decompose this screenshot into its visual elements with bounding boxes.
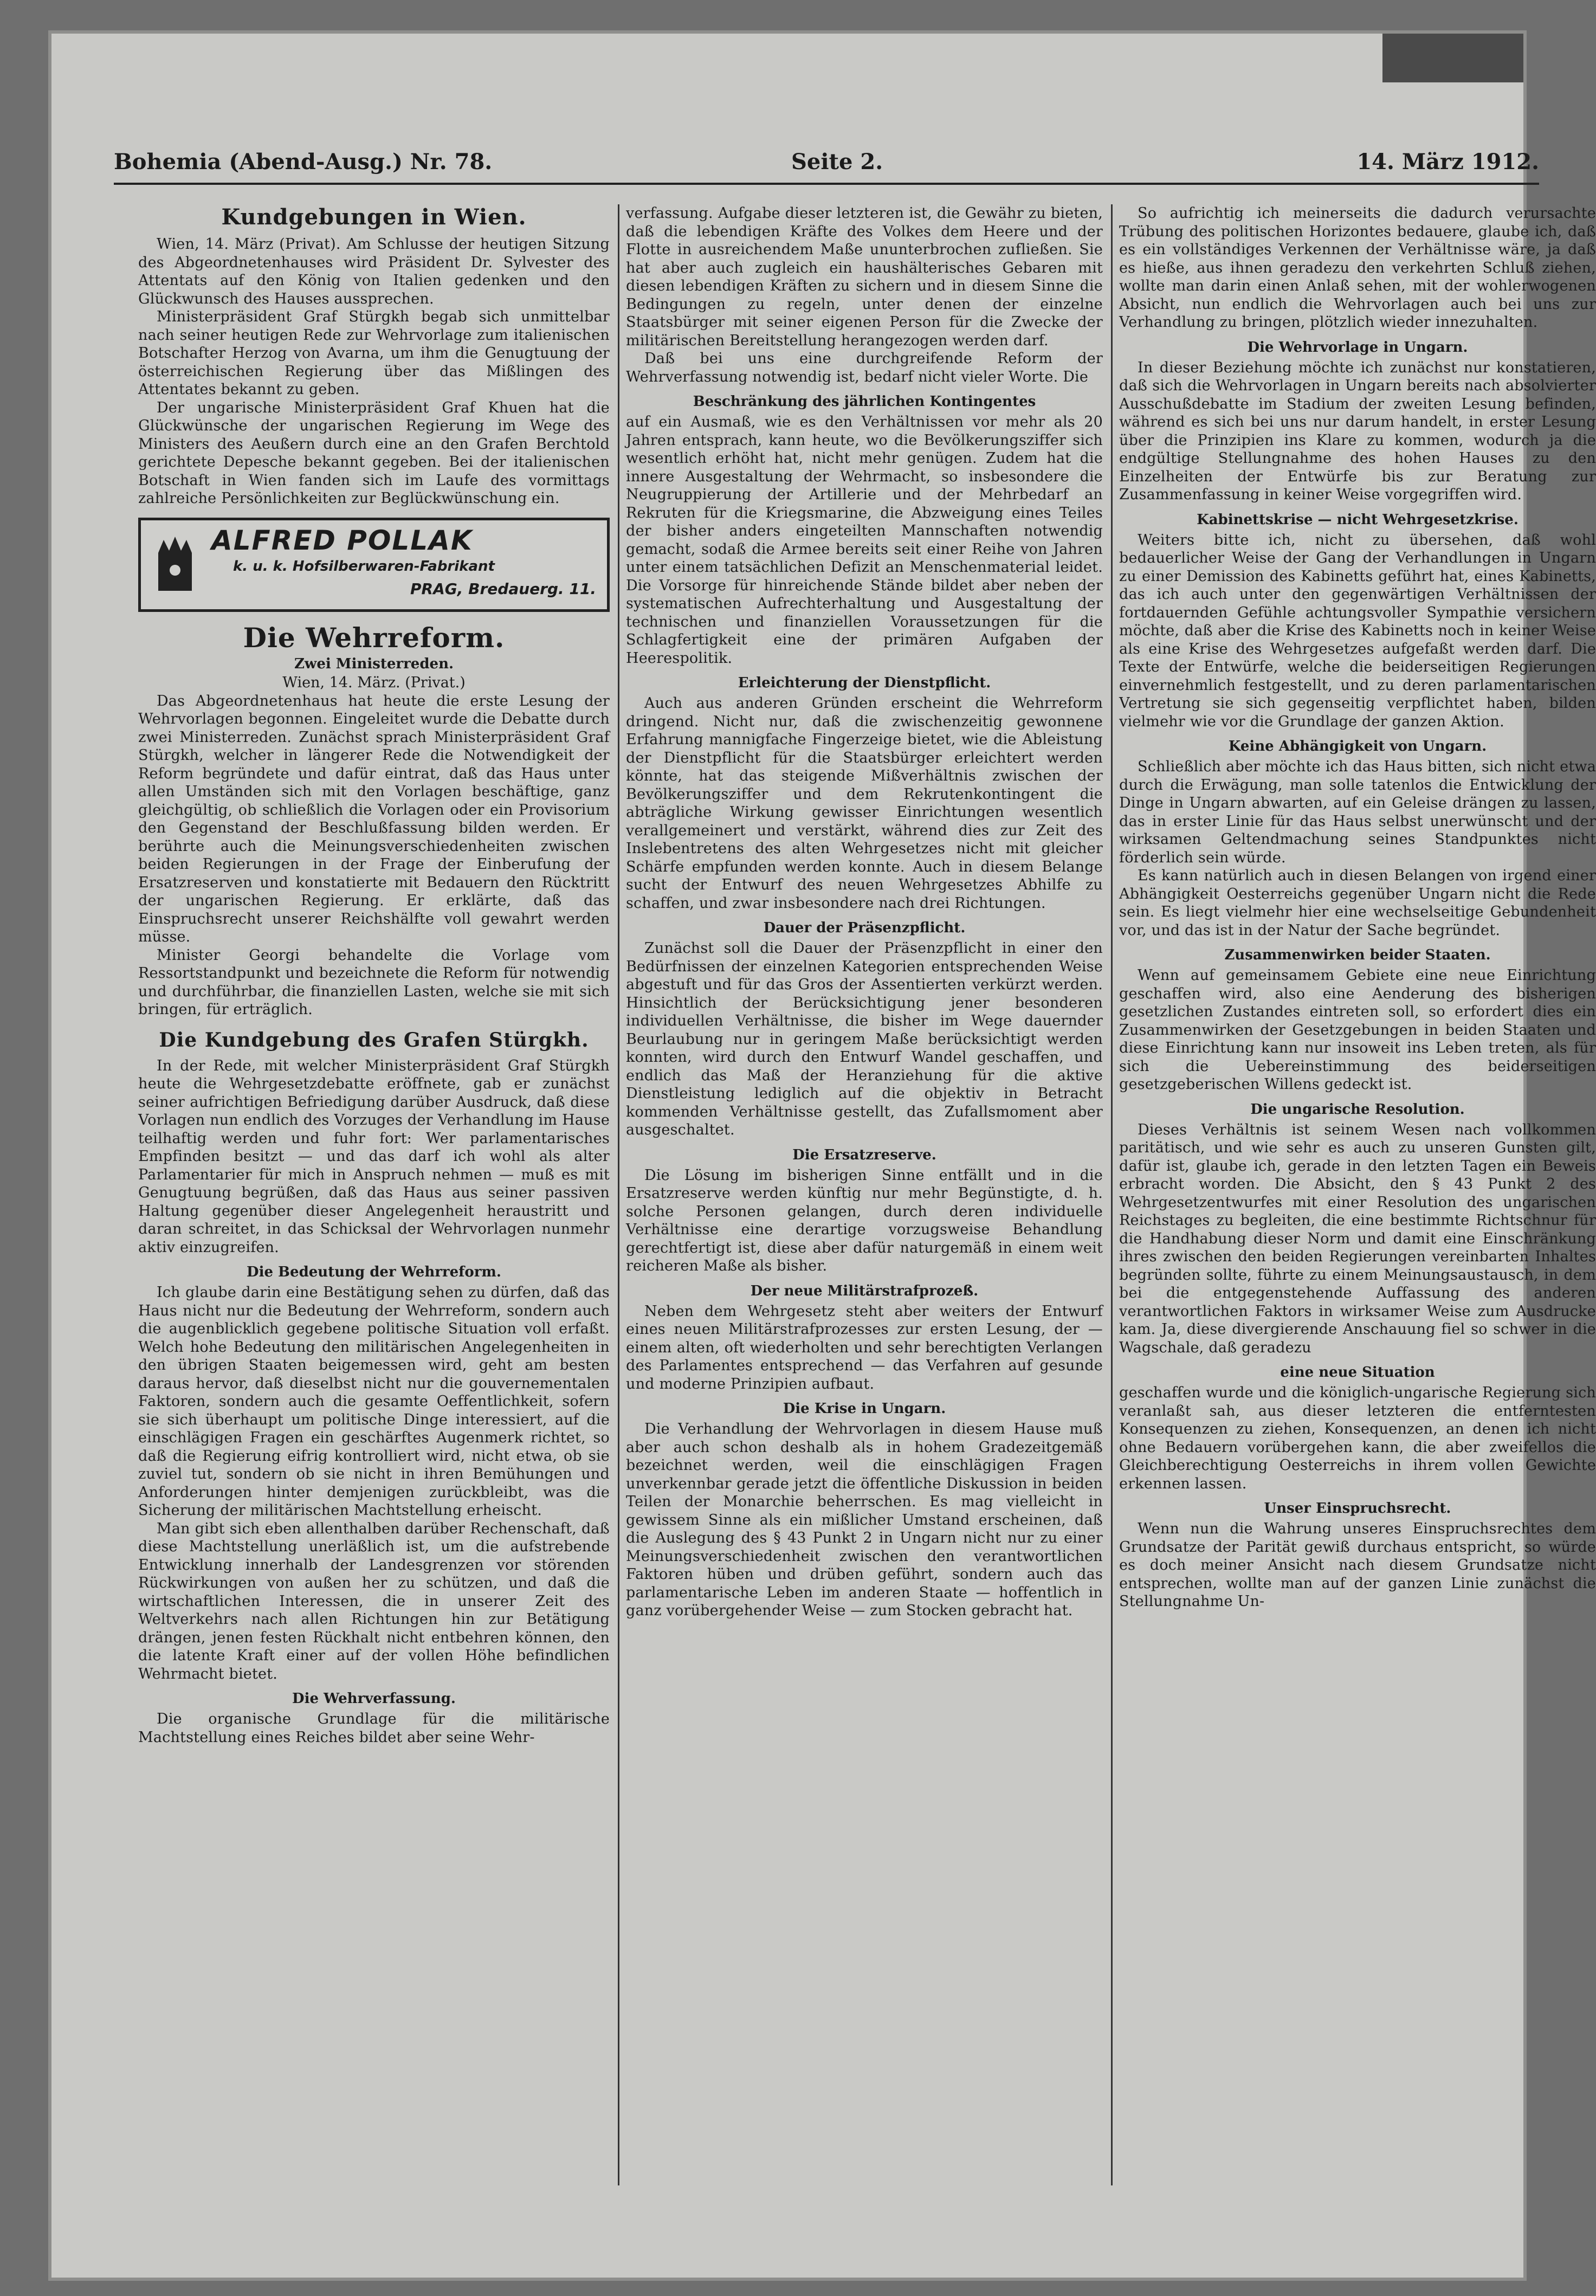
- paragraph: Die Lösung im bisherigen Sinne entfällt und in die Ersatzreserve werden künftig nur mehr Begünstigte, d. h. solche Personen gelangen, durch deren individuelle Verhältnisse eine derartige vorzugsweise Behandlung gerechtfertigt ist, diese aber dafür naturgemäß in einem weit reicheren Maße als bisher.: [626, 1166, 1103, 1274]
- page-header: [114, 145, 1539, 185]
- paragraph: auf ein Ausmaß, wie es den Verhältnissen vor mehr als 20 Jahren entsprach, kann heute, wo die Bevölkerungsziffer sich wesentlich erhöht hat, nicht mehr genügen. Zudem hat die innere Ausgestaltung der Wehrmacht, so insbesondere die Neugruppierung der Artillerie und der Mehrbedarf an Rekruten für die Kriegsmarine, die Abzweigung eines Teiles der bisher anders eingeteilten Mannschaften notwendig gemacht, sodaß die Armee bereits seit einer Reihe von Jahren unter einem tatsächlichen Defizit an Menschenmaterial leidet. Die Vorsorge für hinreichende Stände bildet aber neben der systematischen Aufrechterhaltung und Ausgestaltung der technischen und finanziellen Voraussetzungen für die Schlagfertigkeit eine der primären Aufgaben der Heerespolitik.: [626, 414, 1103, 667]
- paragraph: Auch aus anderen Gründen erscheint die Wehrreform dringend. Nicht nur, daß die zwischenzeitig gewonnene Erfahrung mannigfache Fingerzeige bietet, wie die Ableistung der Dienstpflicht für die Staatsbürger erleichtert werden könnte, hat das steigende Mißverhältnis zwischen der Bevölkerungsziffer und dem Rekrutenkontingent die abträgliche Wirkung gewisser Einrichtungen wesentlich verallgemeinert und verstärkt, während dies zur Zeit des Inslebentretens des alten Wehrgesetzes nicht mit gleicher Schärfe empfunden werden konnte. Auch in diesem Belange sucht der Entwurf des neuen Wehrgesetzes Abhilfe zu schaffen, und zwar insbesondere nach drei Richtungen.: [626, 695, 1103, 912]
- paragraph: Weiters bitte ich, nicht zu übersehen, daß wohl bedauerlicher Weise der Gang der Verhandlungen in Ungarn zu einer Demission des Kabinetts geführt hat, eines Kabinetts, das ich auch unter den gegenwärtigen Verhältnissen der fortdauernden Gefühle achtungsvoller Sympathie versichern möchte, daß aber die Krise des Kabinetts noch in keiner Weise als eine Krise des Wehrgesetzes aufgefaßt werden darf. Die Texte der Entwürfe, welche die beiderseitigen Regierungen einvernehmlich festgestellt, und zu deren parlamentarischen Vertretung sie sich gegenseitig verpflichtet haben, bilden vielmehr wie vor die Grundlage der ganzen Aktion.: [1119, 531, 1596, 730]
- section-heading: Der neue Militärstrafprozeß.: [750, 1282, 979, 1299]
- header-page-number: Seite 2.: [791, 149, 883, 175]
- paragraph: Schließlich aber möchte ich das Haus bitten, sich nicht etwa durch die Erwägung, man solle tatenlos die Entwicklung der Dinge in Ungarn abwarten, auf ein Geleise drängen zu lassen, das in erster Linie für das Haus selbst unerwünscht und der wirksamen Geltendmachung seines Standpunktes nicht förderlich sein würde.: [1119, 758, 1596, 866]
- paragraph: Man gibt sich eben allenthalben darüber Rechenschaft, daß diese Machtstellung unerläßlich ist, um die aufstrebende Entwicklung innerhalb der Landesgrenzen vor störenden Rückwirkungen von außen her zu schützen, und daß die wirtschaftlichen Interessen, die in unserer Zeit des Weltverkehrs nach allen Richtungen hin zur Betätigung drängen, jenen festen Rückhalt nicht entbehren können, den die latente Kraft einer auf der vollen Höhe befindlichen Wehrmacht bietet.: [138, 1520, 610, 1682]
- advertiser-address: PRAG, Bredauerg. 11.: [410, 579, 596, 598]
- advertiser-title: k. u. k. Hofsilberwaren-Fabrikant: [233, 558, 495, 575]
- column-1: [138, 204, 610, 2191]
- section-heading: Die Ersatzreserve.: [792, 1146, 936, 1163]
- paragraph: Die Verhandlung der Wehrvorlagen in diesem Hause muß aber auch schon deshalb als in hohem Gradezeitgemäß bezeichnet werden, weil die einschlägigen Fragen unverkennbar gerade jetzt die öffentliche Diskussion in beiden Teilen der Monarchie beherrschen. Es mag vielleicht in gewissem Sinne als ein mißlicher Umstand erscheinen, daß die Auslegung des § 43 Punkt 2 in Ungarn nicht nur zu einer Meinungsverschiedenheit zwischen den verantwortlichen Faktoren hüben und drüben geführt, sondern auch das parlamentarische Leben im anderen Staate — hoffentlich in ganz vorübergehender Weise — zum Stocken gebracht hat.: [626, 1421, 1103, 1619]
- section-heading: Die Wehrvorlage in Ungarn.: [1247, 339, 1468, 356]
- article-subtitle: Zwei Ministerreden.: [294, 655, 454, 672]
- scan-shadow: [1382, 34, 1523, 82]
- paragraph: Ministerpräsident Graf Stürgkh begab sich unmittelbar nach seiner heutigen Rede zur Wehrvorlage zum italienischen Botschafter Herzog von Avarna, um ihm die Genugtuung der österreichischen Regierung über das Mißlingen des Attentates bekannt zu geben.: [138, 308, 610, 398]
- paragraph: In dieser Beziehung möchte ich zunächst nur konstatieren, daß sich die Wehrvorlagen in Ungarn bereits nach absolvierter Ausschußdebatte im Stadium der zweiten Lesung befinden, während es sich bei uns nur darum handelt, in erster Lesung über die Prinzipien ins Klare zu kommen, wodurch ja die endgültige Stellungnahme des hohen Hauses zu den Einzelheiten der Entwürfe bis zur Beratung zur Zusammenfassung in keiner Weise vorgegriffen wird.: [1119, 359, 1596, 503]
- section-heading: Beschränkung des jährlichen Kontingentes: [693, 394, 1036, 410]
- advertisement-box: [138, 518, 610, 612]
- newspaper-page: [51, 34, 1596, 2278]
- section-heading: Die Bedeutung der Wehrreform.: [247, 1264, 501, 1280]
- section-heading: Erleichterung der Dienstpflicht.: [738, 675, 991, 691]
- paragraph: Das Abgeordnetenhaus hat heute die erste Lesung der Wehrvorlagen begonnen. Eingeleitet wurde die Debatte durch zwei Ministerreden. Zunächst sprach Ministerpräsident Graf Stürgkh, welcher in längerer Rede die Notwendigkeit der Reform begründete und dafür eintrat, daß das Haus unter allen Umständen sich mit den Vorlagen beschäftige, ganz gleichgültig, ob schließlich die Vorlagen oder ein Provisorium den Gegenstand der Beschlußfassung bilden werden. Er berührte auch die Meinungsverschiedenheiten zwischen beiden Regierungen in der Frage der Einberufung der Ersatzreserven und konstatierte mit Bedauern den Rücktritt der ungarischen Regierung. Er erklärte, daß das Einspruchsrecht unserer Reichshälfte voll gewahrt werden müsse.: [138, 692, 610, 945]
- section-heading: Die ungarische Resolution.: [1250, 1101, 1465, 1118]
- paragraph: Zunächst soll die Dauer der Präsenzpflicht in einer den Bedürfnissen der einzelnen Kategorien entsprechenden Weise abgestuft und für das Gros der Assentierten verkürzt werden. Hinsichtlich der Berücksichtigung jener besonderen individuellen Verhältnisse, die bisher im Wege dauernder Beurlaubung nur in geringem Maße berücksichtigt werden konnten, wird durch den Entwurf Wandel geschaffen, und endlich das Maß der Heranziehung für die aktive Dienstleistung lediglich auf die objektiv in Betracht kommenden Verhältnisse gestellt, das Zufallsmoment aber ausgeschaltet.: [626, 940, 1103, 1138]
- paragraph: Die organische Grundlage für die militärische Machtstellung eines Reiches bildet aber seine Wehr-: [138, 1711, 610, 1746]
- paragraph: Minister Georgi behandelte die Vorlage vom Ressortstandpunkt und bezeichnete die Reform für notwendig und durchführbar, die finanziellen Lasten, welche sie mit sich bringen, für erträglich.: [138, 946, 610, 1018]
- column-3: [1119, 204, 1596, 2191]
- paragraph: Wenn nun die Wahrung unseres Einspruchsrechtes dem Grundsatze der Parität gewiß durchaus entspricht, so würde es doch meiner Ansicht nach diesem Grundsatze nicht entsprechen, wollte man auf der ganzen Linie zunächst die Stellungnahme Un-: [1119, 1520, 1596, 1610]
- dateline: Wien, 14. März. (Privat.): [282, 674, 466, 691]
- section-title: Die Kundgebung des Grafen Stürgkh.: [159, 1028, 589, 1052]
- paragraph: verfassung. Aufgabe dieser letzteren ist, die Gewähr zu bieten, daß die lebendigen Kräfte des Volkes dem Heere und der Flotte in ausreichendem Maße ununterbrochen zufließen. Sie hat aber auch zugleich ein haushälterisches Gebaren mit diesen lebendigen Kräften zu sichern und in diesem Sinne die Bedingungen zu regeln, unter denen der einzelne Staatsbürger mit seiner eigenen Person für die Zwecke der militärischen Bereitstellung herangezogen werden darf.: [626, 205, 1103, 349]
- paragraph: Ich glaube darin eine Bestätigung sehen zu dürfen, daß das Haus nicht nur die Bedeutung der Wehrreform, sondern auch die augenblicklich gegebene politische Situation voll erfaßt. Welch hohe Bedeutung den militärischen Angelegenheiten in den übrigen Staaten beigemessen wird, geht am besten daraus hervor, daß dieselbst nicht nur die gouvernementalen Faktoren, sondern auch die gesamte Oeffentlichkeit, sofern sie sich überhaupt um politische Dinge interessiert, auf die einschlägigen Fragen ein geschärftes Augenmerk richtet, so daß die Regierung eifrig kontrolliert wird, nicht etwa, ob sie zuviel tut, sondern ob sie nicht in ihren Bemühungen und Anforderungen hinter demjenigen zurückbleibt, was die Sicherung der militärischen Machtstellung erheischt.: [138, 1284, 610, 1519]
- column-rule: [1111, 204, 1113, 2185]
- column-2: [626, 204, 1103, 2191]
- paragraph: Es kann natürlich auch in diesen Belangen von irgend einer Abhängigkeit Oesterreichs gegenüber Ungarn nicht die Rede sein. Es liegt vielmehr hier eine wechselseitige Gebundenheit vor, und das ist in der Natur der Sache begründet.: [1119, 867, 1596, 939]
- section-heading: Die Krise in Ungarn.: [783, 1401, 946, 1417]
- column-rule: [618, 204, 619, 2185]
- paragraph: Daß bei uns eine durchgreifende Reform der Wehrverfassung notwendig ist, bedarf nicht vieler Worte. Die: [626, 350, 1103, 385]
- paragraph: Wien, 14. März (Privat). Am Schlusse der heutigen Sitzung des Abgeordnetenhauses wird Präsident Dr. Sylvester des Attentats auf den König von Italien gedenken und den Glückwunsch des Hauses aussprechen.: [138, 236, 610, 307]
- paragraph: So aufrichtig ich meinerseits die dadurch verursachte Trübung des politischen Horizontes bedauere, glaube ich, daß es ein vollständiges Verkennen der Verhältnisse wäre, ja daß es hieße, aus ihnen geradezu den verkehrten Schluß ziehen, wollte man darin einen Anlaß sehen, mit der wohlerwogenen Absicht, nun endlich die Wehrvorlagen auch bei uns zur Verhandlung zu bringen, plötzlich wieder innezuhalten.: [1119, 205, 1596, 331]
- section-heading: Keine Abhängigkeit von Ungarn.: [1228, 738, 1487, 754]
- paragraph: In der Rede, mit welcher Ministerpräsident Graf Stürgkh heute die Wehrgesetzdebatte eröffnete, gab er zunächst seiner aufrichtigen Befriedigung darüber Ausdruck, daß diese Vorlagen nun endlich des Vorzuges der Verhandlung im Hause teilhaftig werden und fuhr fort: Wer parlamentarisches Empfinden besitzt — und das darf ich wohl als alter Parlamentarier für mich in Anspruch nehmen — muß es mit Genugtuung begrüßen, daß das Haus aus seiner passiven Haltung gegenüber dieser Angelegenheit heraustritt und daran schreitet, in das Schicksal der Wehrvorlagen nunmehr aktiv einzugreifen.: [138, 1057, 610, 1256]
- section-heading: eine neue Situation: [1280, 1364, 1435, 1381]
- section-heading: Unser Einspruchsrecht.: [1264, 1500, 1451, 1517]
- article-title: Kundgebungen in Wien.: [221, 204, 527, 230]
- paragraph: Wenn auf gemeinsamem Gebiete eine neue Einrichtung geschaffen wird, also eine Aenderung des bisherigen gesetzlichen Zustandes eintreten soll, so erfordert dies ein Zusammenwirken der Gesetzgebungen in beiden Staaten und diese Einrichtung kann nur insoweit ins Leben treten, als für sich die Uebereinstimmung des beiderseitigen gesetzgeberischen Willens gedeckt ist.: [1119, 967, 1596, 1093]
- article-title: Die Wehrreform.: [243, 621, 505, 654]
- section-heading: Dauer der Präsenzpflicht.: [763, 920, 966, 936]
- header-publication: Bohemia (Abend-Ausg.) Nr. 78.: [114, 149, 493, 175]
- section-heading: Die Wehrverfassung.: [292, 1691, 456, 1707]
- paragraph: Der ungarische Ministerpräsident Graf Khuen hat die Glückwünsche der ungarischen Regierung im Wege des Ministers des Aeußern durch eine an den Grafen Berchtold gerichtete Depesche bekannt gegeben. Bei der italienischen Botschaft in Wien fanden sich im Laufe des vormittags zahlreiche Persönlichkeiten zur Beglückwünschung ein.: [138, 399, 610, 507]
- paragraph: geschaffen wurde und die königlich-ungarische Regierung sich veranlaßt sah, aus dieser letzteren die entferntesten Konsequenzen zu ziehen, Konsequenzen, an denen ich nicht ohne Bedauern vorübergehen kann, die aber zweifellos die Gleichberechtigung Oesterreichs in ihrem vollen Gewichte erkennen lassen.: [1119, 1384, 1596, 1492]
- crown-logo-icon: [153, 537, 197, 593]
- section-heading: Kabinettskrise — nicht Wehrgesetzkrise.: [1197, 511, 1519, 528]
- advertiser-name: ALFRED POLLAK: [211, 524, 473, 556]
- header-date: 14. März 1912.: [1356, 149, 1539, 175]
- section-heading: Zusammenwirken beider Staaten.: [1224, 947, 1491, 963]
- paragraph: Dieses Verhältnis ist seinem Wesen nach vollkommen paritätisch, und wie sehr es auch zu unseren Gunsten gilt, dafür ist, glaube ich, gerade in den letzten Tagen ein Beweis erbracht worden. Die Absicht, den § 43 Punkt 2 des Wehrgesetzentwurfes mit einer Resolution des ungarischen Reichstages zu begleiten, die eine bestimmte Richtschnur für die Handhabung dieser Norm und damit eine Einschränkung ihres zwischen den beiden Regierungen vereinbarten Inhaltes begründen sollte, führte zu einem Meinungsaustausch, in dem bei die entgegenstehende Auffassung des anderen verantwortlichen Faktors in wirksamer Weise zum Ausdrucke kam. Ja, diese divergierende Anschauung fiel so schwer in die Wagschale, daß geradezu: [1119, 1121, 1596, 1356]
- paragraph: Neben dem Wehrgesetz steht aber weiters der Entwurf eines neuen Militärstrafprozesses zur ersten Lesung, der — einem alten, oft wiederholten und sehr berechtigten Verlangen des Parlamentes entsprechend — das Verfahren auf gesunde und moderne Prinzipien aufbaut.: [626, 1302, 1103, 1392]
